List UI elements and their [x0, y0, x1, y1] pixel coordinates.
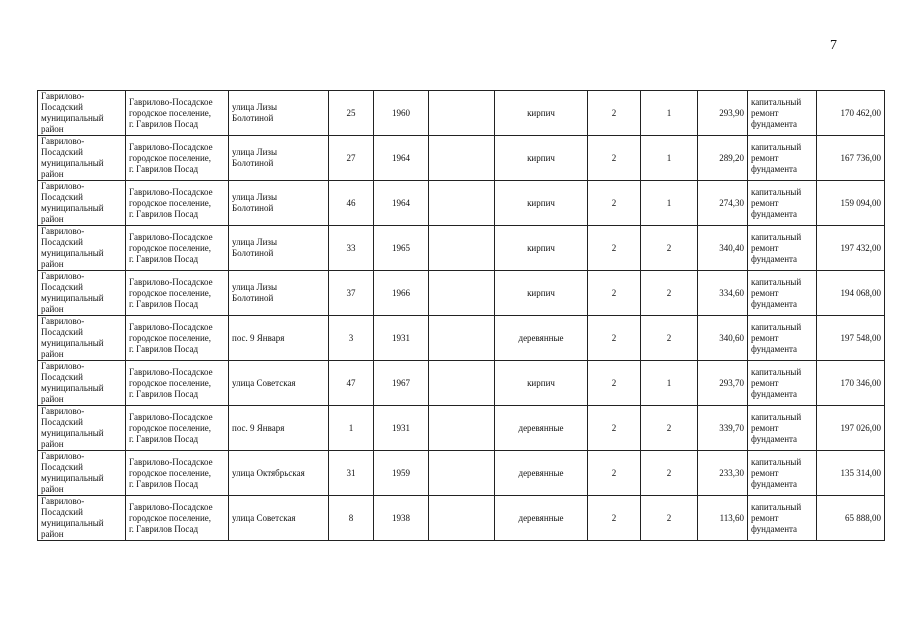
build-year-cell: 1960	[374, 91, 429, 136]
district-line: муниципальный	[41, 338, 104, 348]
work-type-line: ремонт	[751, 422, 779, 433]
street-line: Болотиной	[232, 113, 274, 123]
wall-material-cell: деревянные	[495, 451, 588, 496]
build-year-cell: 1931	[374, 406, 429, 451]
work-type-line: фундамента	[751, 208, 798, 219]
empty-cell	[429, 316, 495, 361]
empty-cell	[429, 451, 495, 496]
settlement-line: Гаврилово-Посадское	[129, 456, 213, 467]
street-line: пос. 9 Января	[232, 422, 285, 433]
work-type-line: капитальный	[751, 276, 802, 287]
table-row	[38, 316, 885, 361]
work-type-line: капитальный	[751, 231, 802, 242]
settlement-cell	[126, 316, 229, 361]
street-cell	[229, 226, 329, 271]
district-line: Гаврилово-	[41, 226, 85, 236]
settlement-line: городское поселение,	[129, 152, 212, 163]
area-cell: 293,70	[698, 361, 748, 406]
work-type-cell	[748, 451, 817, 496]
area-cell: 339,70	[698, 406, 748, 451]
settlement-line: Гаврилово-Посадское	[129, 186, 213, 197]
work-type-line: фундамента	[751, 478, 798, 489]
district-cell	[38, 316, 126, 361]
settlement-cell	[126, 136, 229, 181]
floors-cell: 2	[588, 226, 641, 271]
table-body	[38, 91, 885, 541]
settlement-line: г. Гаврилов Посад	[129, 208, 199, 219]
street-line: улица Октябрьская	[232, 467, 305, 478]
district-line: Посадский	[41, 417, 83, 427]
district-line: муниципальный	[41, 248, 104, 258]
street-cell	[229, 136, 329, 181]
district-line: муниципальный	[41, 518, 104, 528]
area-cell: 340,60	[698, 316, 748, 361]
district-line: Гаврилово-	[41, 136, 85, 146]
wall-material-cell: кирпич	[495, 91, 588, 136]
district-line: муниципальный	[41, 113, 104, 123]
wall-material-cell: кирпич	[495, 271, 588, 316]
build-year-cell: 1964	[374, 136, 429, 181]
entrances-cell: 2	[641, 406, 698, 451]
table-row	[38, 181, 885, 226]
build-year-cell: 1964	[374, 181, 429, 226]
settlement-line: городское поселение,	[129, 197, 212, 208]
settlement-line: г. Гаврилов Посад	[129, 118, 199, 129]
district-cell	[38, 136, 126, 181]
settlement-line: Гаврилово-Посадское	[129, 276, 213, 287]
cost-cell: 65 888,00	[817, 496, 885, 541]
build-year-cell: 1966	[374, 271, 429, 316]
table-row	[38, 451, 885, 496]
street-cell	[229, 406, 329, 451]
work-type-cell	[748, 91, 817, 136]
floors-cell: 2	[588, 136, 641, 181]
street-cell	[229, 361, 329, 406]
work-type-line: капитальный	[751, 141, 802, 152]
wall-material-cell: деревянные	[495, 316, 588, 361]
settlement-cell	[126, 226, 229, 271]
entrances-cell: 1	[641, 136, 698, 181]
house-number-cell: 46	[329, 181, 374, 226]
work-type-line: фундамента	[751, 253, 798, 264]
build-year-cell: 1967	[374, 361, 429, 406]
work-type-line: капитальный	[751, 366, 802, 377]
page-number: 7	[830, 38, 837, 53]
street-line: улица Лизы	[232, 102, 277, 112]
floors-cell: 2	[588, 181, 641, 226]
work-type-line: капитальный	[751, 456, 802, 467]
wall-material-cell: кирпич	[495, 226, 588, 271]
work-type-line: ремонт	[751, 242, 779, 253]
house-number-cell: 25	[329, 91, 374, 136]
entrances-cell: 1	[641, 91, 698, 136]
cost-cell: 194 068,00	[817, 271, 885, 316]
floors-cell: 2	[588, 451, 641, 496]
table-row	[38, 406, 885, 451]
table-row	[38, 271, 885, 316]
district-cell	[38, 271, 126, 316]
build-year-cell: 1959	[374, 451, 429, 496]
work-type-cell	[748, 406, 817, 451]
district-line: Посадский	[41, 462, 83, 472]
district-line: район	[41, 304, 64, 314]
district-line: Посадский	[41, 237, 83, 247]
work-type-line: фундамента	[751, 298, 798, 309]
street-line: пос. 9 Января	[232, 332, 285, 343]
settlement-line: городское поселение,	[129, 287, 212, 298]
district-cell	[38, 451, 126, 496]
cost-cell: 170 462,00	[817, 91, 885, 136]
district-line: район	[41, 484, 64, 494]
work-type-line: фундамента	[751, 523, 798, 534]
empty-cell	[429, 271, 495, 316]
district-line: Посадский	[41, 102, 83, 112]
settlement-line: Гаврилово-Посадское	[129, 96, 213, 107]
settlement-line: Гаврилово-Посадское	[129, 366, 213, 377]
district-line: район	[41, 124, 64, 134]
empty-cell	[429, 136, 495, 181]
house-number-cell: 27	[329, 136, 374, 181]
street-line: Болотиной	[232, 293, 274, 303]
empty-cell	[429, 361, 495, 406]
street-cell	[229, 316, 329, 361]
entrances-cell: 1	[641, 181, 698, 226]
district-line: Гаврилово-	[41, 496, 85, 506]
district-line: район	[41, 259, 64, 269]
district-line: муниципальный	[41, 383, 104, 393]
work-type-line: ремонт	[751, 152, 779, 163]
table-row	[38, 136, 885, 181]
work-type-line: ремонт	[751, 377, 779, 388]
settlement-line: городское поселение,	[129, 107, 212, 118]
settlement-line: городское поселение,	[129, 422, 212, 433]
floors-cell: 2	[588, 361, 641, 406]
settlement-cell	[126, 91, 229, 136]
work-type-line: ремонт	[751, 332, 779, 343]
cost-cell: 170 346,00	[817, 361, 885, 406]
settlement-line: г. Гаврилов Посад	[129, 478, 199, 489]
settlement-line: городское поселение,	[129, 377, 212, 388]
district-line: Гаврилово-	[41, 406, 85, 416]
settlement-cell	[126, 406, 229, 451]
district-line: район	[41, 439, 64, 449]
cost-cell: 197 548,00	[817, 316, 885, 361]
district-line: муниципальный	[41, 158, 104, 168]
settlement-line: г. Гаврилов Посад	[129, 388, 199, 399]
empty-cell	[429, 181, 495, 226]
work-type-cell	[748, 496, 817, 541]
settlement-line: г. Гаврилов Посад	[129, 523, 199, 534]
work-type-line: капитальный	[751, 96, 802, 107]
street-cell	[229, 271, 329, 316]
street-line: улица Лизы	[232, 192, 277, 202]
work-type-cell	[748, 181, 817, 226]
wall-material-cell: кирпич	[495, 181, 588, 226]
area-cell: 293,90	[698, 91, 748, 136]
district-cell	[38, 226, 126, 271]
floors-cell: 2	[588, 91, 641, 136]
work-type-cell	[748, 316, 817, 361]
district-line: район	[41, 169, 64, 179]
table-row	[38, 496, 885, 541]
settlement-line: городское поселение,	[129, 512, 212, 523]
work-type-line: капитальный	[751, 501, 802, 512]
floors-cell: 2	[588, 496, 641, 541]
settlement-line: г. Гаврилов Посад	[129, 253, 199, 264]
house-number-cell: 31	[329, 451, 374, 496]
settlement-line: г. Гаврилов Посад	[129, 343, 199, 354]
district-cell	[38, 181, 126, 226]
wall-material-cell: деревянные	[495, 406, 588, 451]
floors-cell: 2	[588, 406, 641, 451]
settlement-cell	[126, 496, 229, 541]
street-line: улица Советская	[232, 377, 296, 388]
floors-cell: 2	[588, 316, 641, 361]
street-line: Болотиной	[232, 248, 274, 258]
house-number-cell: 1	[329, 406, 374, 451]
settlement-line: городское поселение,	[129, 242, 212, 253]
entrances-cell: 2	[641, 316, 698, 361]
work-type-line: капитальный	[751, 411, 802, 422]
house-number-cell: 33	[329, 226, 374, 271]
district-cell	[38, 496, 126, 541]
district-line: муниципальный	[41, 203, 104, 213]
street-line: Болотиной	[232, 158, 274, 168]
district-cell	[38, 91, 126, 136]
district-line: район	[41, 214, 64, 224]
district-cell	[38, 361, 126, 406]
settlement-cell	[126, 451, 229, 496]
settlement-line: Гаврилово-Посадское	[129, 501, 213, 512]
empty-cell	[429, 91, 495, 136]
work-type-line: фундамента	[751, 388, 798, 399]
empty-cell	[429, 406, 495, 451]
work-type-cell	[748, 136, 817, 181]
district-line: Гаврилово-	[41, 181, 85, 191]
work-type-line: ремонт	[751, 287, 779, 298]
district-line: район	[41, 529, 64, 539]
street-line: улица Лизы	[232, 282, 277, 292]
work-type-line: ремонт	[751, 107, 779, 118]
housing-repair-table	[37, 90, 885, 541]
entrances-cell: 2	[641, 226, 698, 271]
district-line: Гаврилово-	[41, 361, 85, 371]
cost-cell: 167 736,00	[817, 136, 885, 181]
district-line: Гаврилово-	[41, 271, 85, 281]
empty-cell	[429, 496, 495, 541]
work-type-cell	[748, 361, 817, 406]
work-type-line: фундамента	[751, 118, 798, 129]
street-cell	[229, 181, 329, 226]
settlement-cell	[126, 271, 229, 316]
district-line: Посадский	[41, 327, 83, 337]
settlement-line: городское поселение,	[129, 467, 212, 478]
area-cell: 340,40	[698, 226, 748, 271]
work-type-line: ремонт	[751, 512, 779, 523]
settlement-line: г. Гаврилов Посад	[129, 298, 199, 309]
floors-cell: 2	[588, 271, 641, 316]
cost-cell: 135 314,00	[817, 451, 885, 496]
area-cell: 289,20	[698, 136, 748, 181]
settlement-line: г. Гаврилов Посад	[129, 433, 199, 444]
house-number-cell: 8	[329, 496, 374, 541]
district-line: муниципальный	[41, 293, 104, 303]
district-cell	[38, 406, 126, 451]
district-line: Посадский	[41, 372, 83, 382]
wall-material-cell: кирпич	[495, 136, 588, 181]
work-type-cell	[748, 271, 817, 316]
work-type-line: ремонт	[751, 467, 779, 478]
street-line: улица Лизы	[232, 237, 277, 247]
wall-material-cell: деревянные	[495, 496, 588, 541]
area-cell: 233,30	[698, 451, 748, 496]
district-line: Гаврилово-	[41, 316, 85, 326]
wall-material-cell: кирпич	[495, 361, 588, 406]
settlement-line: Гаврилово-Посадское	[129, 321, 213, 332]
entrances-cell: 2	[641, 271, 698, 316]
street-cell	[229, 496, 329, 541]
cost-cell: 197 432,00	[817, 226, 885, 271]
work-type-line: фундамента	[751, 163, 798, 174]
build-year-cell: 1931	[374, 316, 429, 361]
district-line: Посадский	[41, 282, 83, 292]
cost-cell: 197 026,00	[817, 406, 885, 451]
settlement-line: г. Гаврилов Посад	[129, 163, 199, 174]
entrances-cell: 2	[641, 451, 698, 496]
entrances-cell: 1	[641, 361, 698, 406]
house-number-cell: 37	[329, 271, 374, 316]
street-line: улица Советская	[232, 512, 296, 523]
settlement-line: городское поселение,	[129, 332, 212, 343]
street-line: Болотиной	[232, 203, 274, 213]
entrances-cell: 2	[641, 496, 698, 541]
area-cell: 113,60	[698, 496, 748, 541]
work-type-cell	[748, 226, 817, 271]
work-type-line: фундамента	[751, 433, 798, 444]
work-type-line: капитальный	[751, 186, 802, 197]
district-line: Гаврилово-	[41, 451, 85, 461]
district-line: муниципальный	[41, 473, 104, 483]
street-cell	[229, 451, 329, 496]
district-line: Посадский	[41, 507, 83, 517]
settlement-cell	[126, 181, 229, 226]
settlement-line: Гаврилово-Посадское	[129, 231, 213, 242]
work-type-line: фундамента	[751, 343, 798, 354]
settlement-line: Гаврилово-Посадское	[129, 411, 213, 422]
house-number-cell: 47	[329, 361, 374, 406]
area-cell: 274,30	[698, 181, 748, 226]
table-row	[38, 91, 885, 136]
street-cell	[229, 91, 329, 136]
settlement-cell	[126, 361, 229, 406]
empty-cell	[429, 226, 495, 271]
build-year-cell: 1965	[374, 226, 429, 271]
district-line: муниципальный	[41, 428, 104, 438]
street-line: улица Лизы	[232, 147, 277, 157]
cost-cell: 159 094,00	[817, 181, 885, 226]
district-line: Посадский	[41, 192, 83, 202]
house-number-cell: 3	[329, 316, 374, 361]
district-line: Посадский	[41, 147, 83, 157]
build-year-cell: 1938	[374, 496, 429, 541]
table-row	[38, 361, 885, 406]
work-type-line: ремонт	[751, 197, 779, 208]
district-line: район	[41, 349, 64, 359]
district-line: район	[41, 394, 64, 404]
work-type-line: капитальный	[751, 321, 802, 332]
table-row	[38, 226, 885, 271]
area-cell: 334,60	[698, 271, 748, 316]
settlement-line: Гаврилово-Посадское	[129, 141, 213, 152]
district-line: Гаврилово-	[41, 91, 85, 101]
